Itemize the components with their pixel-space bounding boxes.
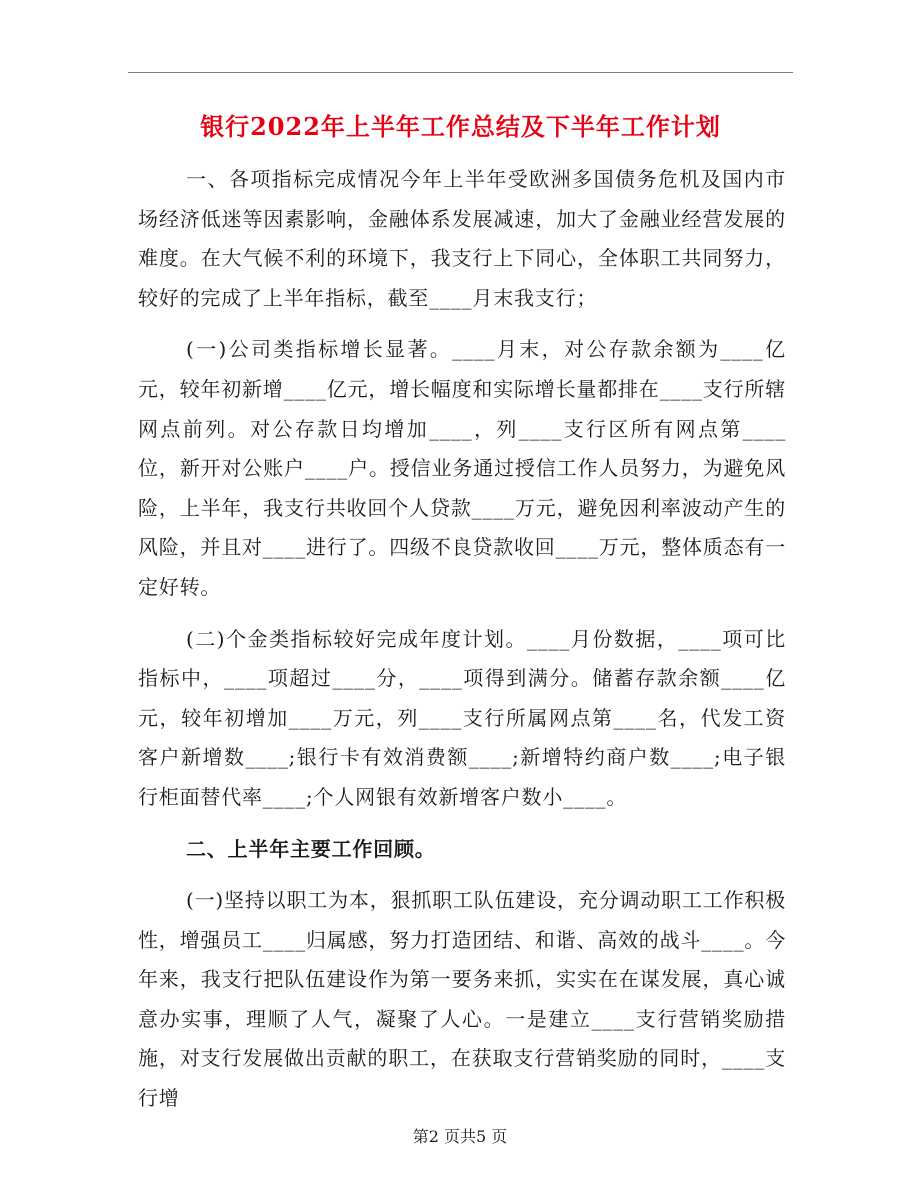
paragraph-1: 一、各项指标完成情况今年上半年受欧洲多国债务危机及国内市场经济低迷等因素影响，金融体系发展减速，加大了金融业经营发展的难度。在大气候不利的环境下，我支行上下同心，全体职工共同努力，较好的完成了上半年指标，截至____月末我支行； [138, 167, 786, 310]
document-title: 银行2022年上半年工作总结及下半年工作计划 [200, 112, 721, 141]
document-body [138, 160, 786, 1131]
header-rule [128, 72, 793, 73]
page-footer: 第2 页共5 页 [412, 1127, 508, 1146]
paragraph-3: (二)个金类指标较好完成年度计划。____月份数据，____项可比指标中，____项超过____分，____项得到满分。储蓄存款余额____亿元，较年初增加____万元，列____支行所属网点第____名，代发工资客户新增数____;银行卡有效消费额____;新增特约商户数____;电子银行柜面替代率____;个人网银有效新增客户数小____。 [138, 626, 786, 809]
section-heading: 二、上半年主要工作回顾。 [186, 836, 436, 861]
paragraph-4: (一)坚持以职工为本，狠抓职工队伍建设，充分调动职工工作积极性，增强员工____归属感，努力打造团结、和谐、高效的战斗____。今年来，我支行把队伍建设作为第一要务来抓，实实在在谋发展，真心诚意办实事，理顺了人气，凝聚了人心。一是建立____支行营销奖励措施，对支行发展做出贡献的职工，在获取支行营销奖励的同时，____支行增 [138, 888, 786, 1111]
paragraph-2: (一)公司类指标增长显著。____月末，对公存款余额为____亿元，较年初新增____亿元，增长幅度和实际增长量都排在____支行所辖网点前列。对公存款日均增加____，列____支行区所有网点第____位，新开对公账户____户。授信业务通过授信工作人员努力，为避免风险，上半年，我支行共收回个人贷款____万元，避免因利率波动产生的风险，并且对____进行了。四级不良贷款收回____万元，整体质态有一定好转。 [138, 337, 786, 599]
